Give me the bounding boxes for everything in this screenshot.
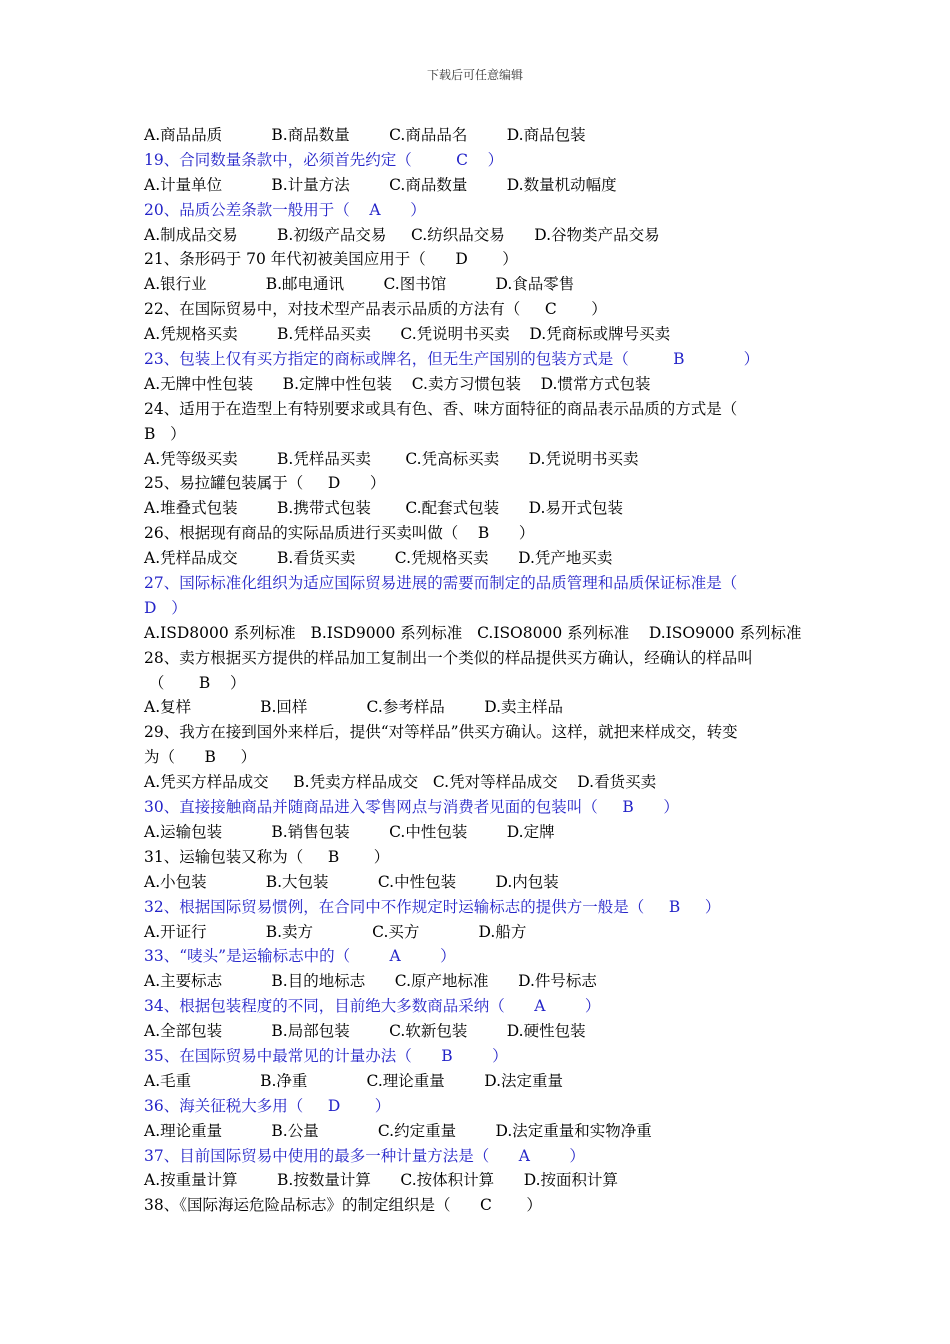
text-line: 36、海关征税大多用（ D ） bbox=[144, 1096, 391, 1115]
text-line: A.复样 B.回样 C.参考样品 D.卖主样品 bbox=[144, 698, 563, 717]
text-line: A.计量单位 B.计量方法 C.商品数量 D.数量机动幅度 bbox=[144, 175, 617, 194]
text-line: A.按重量计算 B.按数量计算 C.按体积计算 D.按面积计算 bbox=[144, 1171, 619, 1190]
text-line: A.ISD8000 系列标准 B.ISD9000 系列标准 C.ISO8000 系列标准 D.ISO9000 系列标准 bbox=[144, 623, 802, 642]
text-line: 28、卖方根据买方提供的样品加工复制出一个类似的样品提供买方确认，经确认的样品叫 bbox=[144, 648, 753, 667]
text-line: 20、品质公差条款一般用于（ A ） bbox=[144, 200, 426, 219]
text-line: A.堆叠式包装 B.携带式包装 C.配套式包装 D.易开式包装 bbox=[144, 499, 623, 518]
text-line: A.银行业 B.邮电通讯 C.图书馆 D.食品零售 bbox=[144, 275, 575, 294]
text-line: 34、根据包装程度的不同，目前绝大多数商品采纳（ A ） bbox=[144, 997, 601, 1016]
text-line: A.毛重 B.净重 C.理论重量 D.法定重量 bbox=[144, 1071, 563, 1090]
text-line: A.小包装 B.大包装 C.中性包装 D.内包装 bbox=[144, 872, 559, 891]
document-body bbox=[144, 123, 810, 1218]
text-line: （ B ） bbox=[144, 673, 246, 692]
text-line: A.商品品质 B.商品数量 C.商品品名 D.商品包装 bbox=[144, 126, 586, 144]
text-line: A.凭样品成交 B.看货买卖 C.凭规格买卖 D.凭产地买卖 bbox=[144, 549, 613, 568]
text-line: A.开证行 B.卖方 C.买方 D.船方 bbox=[144, 922, 527, 941]
text-line: 26、根据现有商品的实际品质进行买卖叫做（ B ） bbox=[144, 524, 535, 543]
text-line: B ） bbox=[144, 424, 186, 443]
text-line: A.凭买方样品成交 B.凭卖方样品成交 C.凭对等样品成交 D.看货买卖 bbox=[144, 773, 657, 792]
text-line: 23、包装上仅有买方指定的商标或牌名，但无生产国别的包装方式是（ B ） bbox=[144, 350, 760, 369]
page-header: 下载后可任意编辑 bbox=[426, 68, 523, 82]
text-line: 为（ B ） bbox=[144, 748, 257, 767]
text-line: A.无牌中性包装 B.定牌中性包装 C.卖方习惯包装 D.惯常方式包装 bbox=[144, 374, 651, 393]
text-line: A.主要标志 B.目的地标志 C.原产地标准 D.件号标志 bbox=[144, 972, 597, 991]
text-line: 38、《国际海运危险品标志》的制定组织是（ C ） bbox=[144, 1196, 542, 1215]
text-line: 29、我方在接到国外来样后，提供“对等样品”供买方确认。这样，就把来样成交，转变 bbox=[144, 723, 738, 742]
text-line: A.制成品交易 B.初级产品交易 C.纺织品交易 D.谷物类产品交易 bbox=[144, 225, 660, 244]
text-line: D ） bbox=[144, 598, 187, 617]
text-line: 33、“唛头”是运输标志中的（ A ） bbox=[144, 947, 456, 966]
text-line: 25、易拉罐包装属于（ D ） bbox=[144, 474, 386, 493]
text-line: 24、适用于在造型上有特别要求或具有色、香、味方面特征的商品表示品质的方式是（ bbox=[144, 399, 738, 418]
text-line: A.理论重量 B.公量 C.约定重量 D.法定重量和实物净重 bbox=[144, 1121, 652, 1140]
text-line: A.凭等级买卖 B.凭样品买卖 C.凭高标买卖 D.凭说明书买卖 bbox=[144, 449, 639, 468]
text-line: A.全部包装 B.局部包装 C.软新包装 D.硬性包装 bbox=[144, 1022, 586, 1041]
text-line: 35、在国际贸易中最常见的计量办法（ B ） bbox=[144, 1046, 508, 1065]
text-line: 32、根据国际贸易惯例，在合同中不作规定时运输标志的提供方一般是（ B ） bbox=[144, 897, 721, 916]
text-line: 30、直接接触商品并随商品进入零售网点与消费者见面的包装叫（ B ） bbox=[144, 798, 679, 817]
text-line: 37、目前国际贸易中使用的最多一种计量方法是（ A ） bbox=[144, 1146, 585, 1165]
text-line: 31、运输包装又称为（ B ） bbox=[144, 847, 390, 866]
text-line: 22、在国际贸易中，对技术型产品表示品质的方法有（ C ） bbox=[144, 300, 607, 319]
text-line: A.凭规格买卖 B.凭样品买卖 C.凭说明书买卖 D.凭商标或牌号买卖 bbox=[144, 325, 671, 344]
text-line: A.运输包装 B.销售包装 C.中性包装 D.定牌 bbox=[144, 822, 555, 841]
text-line: 27、国际标准化组织为适应国际贸易进展的需要而制定的品质管理和品质保证标准是（ bbox=[144, 574, 738, 593]
text-line: 21、条形码于 70 年代初被美国应用于（ D ） bbox=[144, 250, 518, 269]
text-line: 19、合同数量条款中，必须首先约定（ C ） bbox=[144, 150, 504, 169]
